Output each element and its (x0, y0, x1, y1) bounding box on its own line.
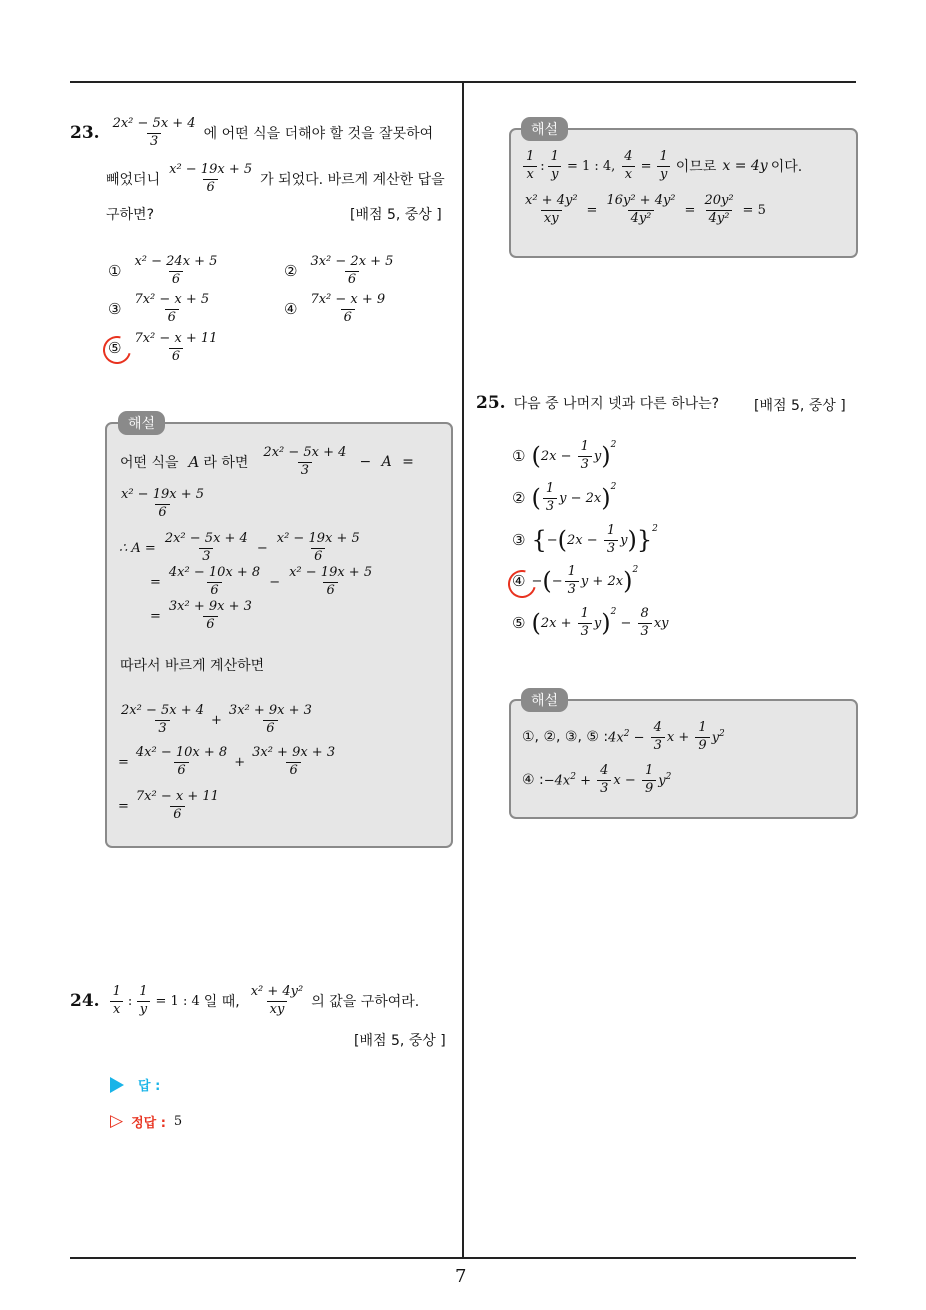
q23-option-4[interactable]: ④ $\frac{\text{7x² − x + 9}}{6}$ (284, 292, 386, 325)
q24-ex-line2: $\frac{\text{x² + 4y²}}{xy}$ = $\frac{\text{16y² + 4y²}}{\text{4y²}}$ = $\frac{\text{20y²}}{\text{4y²}}$ = 5 (525, 193, 766, 226)
q23-option-2[interactable]: ② $\frac{\text{3x² − 2x + 5}}{6}$ (284, 254, 394, 287)
q23-ex-line2: $\frac{\text{x² − 19x + 5}}{6}$ (121, 487, 205, 520)
page-number: 7 (455, 1266, 467, 1287)
q25-explanation-tag: 해설 (521, 688, 568, 712)
q23-option-3[interactable]: ③ $\frac{\text{7x² − x + 5}}{6}$ (108, 292, 210, 325)
q23-line2: 빼었더니 $\frac{\text{x² − 19x + 5}}{6}$ 가 되었다. 바르게 계산한 답을 (106, 162, 445, 195)
q25-explanation-box (509, 699, 858, 819)
q25-score: [배점 5, 중상 ] (754, 398, 846, 414)
q24-correct-value: 5 (173, 1113, 183, 1129)
q23-option-5[interactable]: ⑤ $\frac{\text{7x² − x + 11}}{6}$ (108, 331, 218, 364)
q25-ex-line1: ①, ②, ③, ⑤ : $4x^2$ − $\frac{4}{3}$ x + $\frac{1}{9}$ $y^2$ (522, 720, 725, 753)
play-triangle-icon (110, 1077, 124, 1093)
q23-ex-line1: 어떤 식을 A 라 하면 $\frac{\text{2x² − 5x + 4}}{3}$ − A = (120, 445, 414, 478)
q23-text3: 구하면? (106, 207, 155, 223)
q23-ex-sum2: = $\frac{\text{4x² − 10x + 8}}{6}$ + $\frac{\text{3x² + 9x + 3}}{6}$ (118, 745, 336, 778)
q24-number: 24. (70, 991, 100, 1012)
q23-ex-step3: = $\frac{\text{3x² + 9x + 3}}{6}$ (150, 599, 252, 632)
q24-correct-label: 정답 : (131, 1115, 166, 1131)
q24-ex-line1: $\frac{1}{x}$ : $\frac{1}{y}$ = 1 : 4, $\frac{4}{x}$ = $\frac{1}{y}$ 이므로 x = 4y 이다. (521, 150, 802, 183)
q23-score: [배점 5, 중상 ] (350, 207, 442, 223)
q23-ex-step2: = $\frac{\text{4x² − 10x + 8}}{6}$ − $\frac{\text{x² − 19x + 5}}{6}$ (150, 565, 373, 598)
q24-score: [배점 5, 중상 ] (354, 1033, 446, 1049)
q25-option-4[interactable]: ④ − ( − $\frac{1}{3}$ y + 2 x ) $^2$ (512, 564, 639, 597)
column-divider (462, 82, 464, 1258)
q23-ex-then-text: 따라서 바르게 계산하면 (120, 658, 265, 674)
q23-ex-sum1: $\frac{\text{2x² − 5x + 4}}{3}$ + $\frac{\text{3x² + 9x + 3}}{6}$ (121, 703, 312, 736)
bottom-rule (70, 1257, 856, 1259)
q24-line1: 24. $\frac{1}{x}$ : $\frac{1}{y}$ = 1 : 4 일 때, $\frac{\text{x² + 4y²}}{xy}$ 의 값을 구하여라. (70, 984, 420, 1017)
q23-lead-fraction: $\frac{\text{2x² − 5x + 4}}{3}$ (112, 116, 196, 149)
q23-text1: 에 어떤 식을 더해야 할 것을 잘못하여 (203, 126, 434, 143)
q24-answer-label: 답 : (138, 1079, 161, 1094)
q25-option-5[interactable]: ⑤ ( 2 x + $\frac{1}{3}$ y ) $^2$ − $\frac{8}{3}$ xy (512, 606, 669, 639)
q23-mid-fraction: $\frac{\text{x² − 19x + 5}}{6}$ (169, 162, 253, 195)
q25-line1: 25. 다음 중 나머지 넷과 다른 하나는? (476, 393, 720, 413)
q23-ex-step1: ∴ A = $\frac{\text{2x² − 5x + 4}}{3}$ − $\frac{\text{x² − 19x + 5}}{6}$ (119, 531, 360, 564)
q25-option-3[interactable]: ③ { − ( 2 x − $\frac{1}{3}$ y ) } $^2$ (512, 523, 658, 556)
q25-ex-line2: ④ : $-4x^2$ + $\frac{4}{3}$ x − $\frac{1}{9}$ $y^2$ (522, 763, 672, 796)
q23-explanation-tag: 해설 (118, 411, 165, 435)
q23-ex-sum3: = $\frac{\text{7x² − x + 11}}{6}$ (118, 789, 219, 822)
q24-correct-row (110, 1111, 182, 1131)
q25-number: 25. (476, 393, 506, 413)
q24-answer-row[interactable] (110, 1075, 160, 1094)
outline-triangle-icon: ▷ (110, 1111, 124, 1131)
q23-line1 (70, 117, 433, 150)
q23-explanation-box (105, 422, 453, 848)
q23-number: 23. (70, 123, 100, 144)
q24-explanation-tag: 해설 (521, 117, 568, 141)
q25-option-1[interactable]: ① ( 2 x − $\frac{1}{3}$ y ) $^2$ (512, 439, 617, 472)
q23-option-1[interactable]: ① $\frac{\text{x² − 24x + 5}}{6}$ (108, 254, 218, 287)
q25-option-2[interactable]: ② ( $\frac{1}{3}$ y − 2 x ) $^2$ (512, 481, 617, 514)
